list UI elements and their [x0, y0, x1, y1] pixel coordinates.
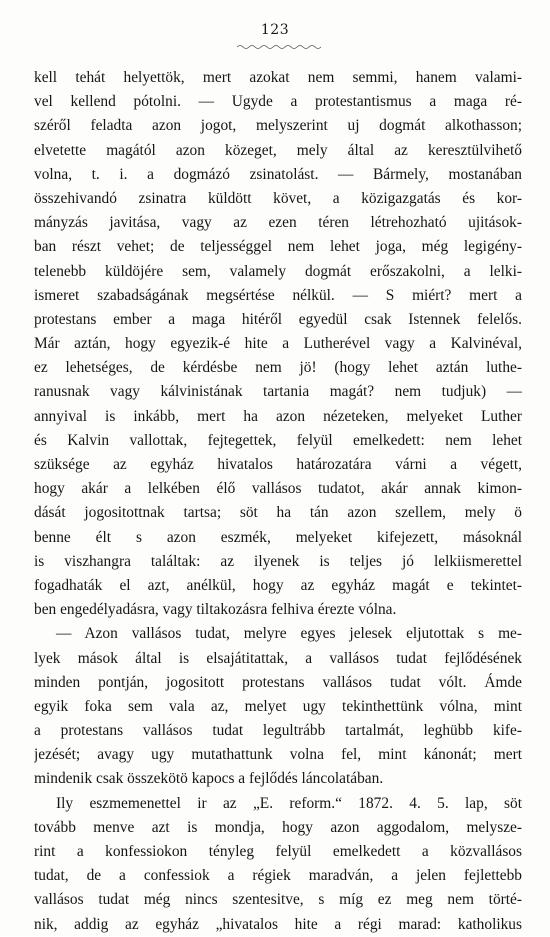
text-line: ez lehetséges, de kérdésbe nem jö! (hogy lehet aztán luthe- — [34, 359, 522, 377]
text-line: vallásos tudat még nincs szentesitve, s míg ez meg nem törté- — [34, 891, 522, 909]
text-line: minden pontján, jogositott protestans vallásos tudat vólt. Ámde — [34, 673, 522, 691]
text-line: összehivandó zsinatra küldött követ, a közigazgatás és kor- — [34, 189, 522, 207]
text-line: hogy akár a lelkében élő vallásos tudatot, akár annak kimon- — [34, 480, 522, 498]
text-line: Ily eszmemenettel ir az „E. reform.“ 1872. 4. 5. lap, söt — [56, 794, 522, 812]
text-line: elvetette magától azon közeget, mely által az keresztülvihető — [34, 141, 522, 159]
text-line: széről feladta azon jogot, melyszerint uj dogmát alkothasson; — [34, 117, 522, 135]
text-line: egyik foka sem vala az, melyet ugy tekinthettünk vólna, mint — [34, 697, 522, 715]
text-line: tovább menve azt is mondja, hogy azon aggodalom, melysze- — [34, 818, 522, 836]
text-line: mányzás javitása, vagy az ezen téren létrehozható ujitások- — [34, 214, 522, 232]
text-line: kell tehát helyettök, mert azokat nem semmi, hanem valami- — [34, 69, 522, 86]
text-line: mindenik csak összekötö kapocs a fejlődés láncolatában. — [34, 770, 384, 788]
text-line: tudat, de a confessiok a régiek maradván, a jelen fejlettebb — [34, 867, 522, 885]
text-line: benne élt s azon eszmék, melyeket kifejezett, másoknál — [34, 528, 522, 546]
text-line: — Azon vallásos tudat, melyre egyes jelesek eljutottak s me- — [56, 625, 522, 643]
text-line: protestans ember a maga hitéről egyedül csak Istennek felelős. — [34, 310, 522, 328]
ornament-rule — [237, 44, 321, 50]
text-line: fogadhaták el azt, anélkül, hogy az egyház magát e tekintet- — [34, 576, 522, 594]
text-line: ban részt vehet; de teljességgel nem lehet joga, még legigény- — [34, 238, 522, 256]
text-line: és Kalvin vallottak, fejtegettek, felyül emelkedett: nem lehet — [34, 431, 522, 449]
body-text — [34, 66, 522, 937]
text-line: rint a konfessiokon tényleg felyül emelkedett a közvallásos — [34, 843, 522, 860]
text-line: jezését; avagy ugy mutathattunk volna fel, mint kánonát; mert — [34, 746, 522, 764]
text-line: telenebb küldöjére sem, valamely dogmát erőszakolni, a lelki- — [34, 262, 522, 280]
text-line: volna, t. i. a dogmázó zsinatolást. — Bármely, mostanában — [34, 165, 522, 183]
text-line: dását jogositottnak tartsa; söt ha tán azon szellem, mely ö — [34, 504, 522, 522]
text-line: lyek mások által is elsajátitattak, a vallásos tudat fejlődésének — [34, 649, 522, 667]
text-line: ben engedélyadásra, vagy tiltakozásra felhiva érezte vólna. — [34, 601, 397, 619]
text-line: nik, addig az egyház „hivatalos hite a régi marad: katholikus — [34, 915, 522, 933]
text-line: is viszhangra találtak: az ilyenek is teljes jó lelkiismerettel — [34, 552, 522, 570]
text-line: ismeret szabadságának megsértése nélkül. — S miért? mert a — [34, 286, 522, 304]
text-line: a protestans vallásos tudat legultrább tartalmát, leghübb kife- — [34, 722, 522, 740]
page-number: 123 — [260, 22, 290, 38]
text-line: ranusnak vagy kálvinistának tartania magát? nem tudjuk) — — [34, 383, 522, 401]
text-line: vel kellend pótolni. — Ugyde a protestantismus a maga ré- — [34, 93, 522, 111]
text-line: annyival is inkább, mert ha azon nézeteken, melyeket Luther — [34, 407, 522, 425]
text-line: Már aztán, hogy egyezik-é hite a Lutherével vagy a Kalvinéval, — [34, 335, 522, 353]
text-line: szüksége az egyház hivatalos határozatára várni a végett, — [34, 456, 522, 473]
